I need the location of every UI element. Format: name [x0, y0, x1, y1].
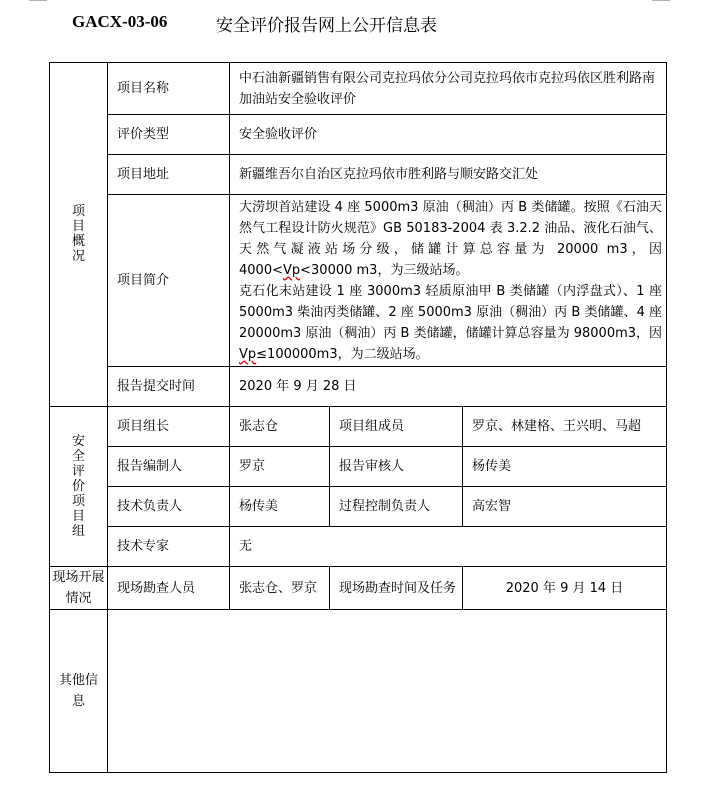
- value-team-leader: 张志仓: [230, 407, 330, 447]
- page-title: 安全评价报告网上公开信息表: [216, 16, 437, 36]
- value-site-inspection-time: 2020 年 9 月 14 日: [463, 567, 667, 610]
- value-site-inspectors: 张志仓、罗京: [230, 567, 330, 610]
- label-project-summary: 项目简介: [108, 195, 230, 367]
- summary-paragraph: 克石化末站建设 1 座 3000m3 轻质原油甲 B 类储罐（内浮盘式）、1 座 5000m3 柴油丙类储罐、2 座 5000m3 原油（稠油）丙 B 类储罐、4 座 20000m3 原油（稠油）丙 B 类储罐，储罐计算总容量为 98000m3，因 Vp≤100000m3，为二级站场。: [239, 283, 663, 362]
- value-other-info: [108, 610, 667, 773]
- section-overview: 项目概况: [50, 63, 108, 407]
- label-team-leader: 项目组长: [108, 407, 230, 447]
- value-team-members: 罗京、林建格、王兴明、马超: [463, 407, 667, 447]
- label-process-control-lead: 过程控制负责人: [330, 487, 463, 527]
- label-tech-lead: 技术负责人: [108, 487, 230, 527]
- table-row: [50, 527, 667, 567]
- value-project-address: 新疆维吾尔自治区克拉玛依市胜利路与顺安路交汇处: [230, 155, 667, 195]
- label-site-inspectors: 现场勘查人员: [108, 567, 230, 610]
- spellcheck-flag: Vp: [282, 262, 301, 278]
- value-submit-date: 2020 年 9 月 28 日: [230, 367, 667, 407]
- label-submit-date: 报告提交时间: [108, 367, 230, 407]
- label-tech-expert: 技术专家: [108, 527, 230, 567]
- value-tech-lead: 杨传美: [230, 487, 330, 527]
- value-process-control-lead: 高宏智: [463, 487, 667, 527]
- table-row: [50, 367, 667, 407]
- info-table: [49, 62, 667, 773]
- table-row: [50, 610, 667, 773]
- table-row: [50, 567, 667, 610]
- section-team: 安全评价项目组: [50, 407, 108, 567]
- table-row: [50, 63, 667, 115]
- label-report-reviewer: 报告审核人: [330, 447, 463, 487]
- page-corner-mark-right: [652, 0, 670, 1]
- form-code: GACX-03-06: [72, 12, 168, 31]
- table-row: [50, 487, 667, 527]
- table-row: [50, 447, 667, 487]
- table-row: [50, 407, 667, 447]
- spellcheck-flag: Vp: [239, 346, 257, 362]
- label-eval-type: 评价类型: [108, 115, 230, 155]
- label-project-name: 项目名称: [108, 63, 230, 115]
- label-project-address: 项目地址: [108, 155, 230, 195]
- label-report-author: 报告编制人: [108, 447, 230, 487]
- value-project-summary: [230, 195, 667, 367]
- section-other: 其他信息: [50, 610, 108, 773]
- value-report-author: 罗京: [230, 447, 330, 487]
- table-row: [50, 195, 667, 367]
- summary-paragraph: 大涝坝首站建设 4 座 5000m3 原油（稠油）丙 B 类储罐。按照《石油天然气工程设计防火规范》GB 50183-2004 表 3.2.2 油品、液化石油气、天然气凝液站场分级，储罐计算总容量为 20000 m3，因 4000<Vp<30000 m3，为三级站场。: [239, 199, 663, 278]
- value-eval-type: 安全验收评价: [230, 115, 667, 155]
- value-project-name: 中石油新疆销售有限公司克拉玛依分公司克拉玛依市克拉玛依区胜利路南加油站安全验收评价: [230, 63, 667, 115]
- section-site: 现场开展情况: [50, 567, 108, 610]
- table-row: [50, 115, 667, 155]
- table-row: [50, 155, 667, 195]
- label-site-inspection-time: 现场勘查时间及任务: [330, 567, 463, 610]
- page-corner-mark-left: [29, 0, 47, 1]
- label-team-members: 项目组成员: [330, 407, 463, 447]
- value-tech-expert: 无: [230, 527, 667, 567]
- value-report-reviewer: 杨传美: [463, 447, 667, 487]
